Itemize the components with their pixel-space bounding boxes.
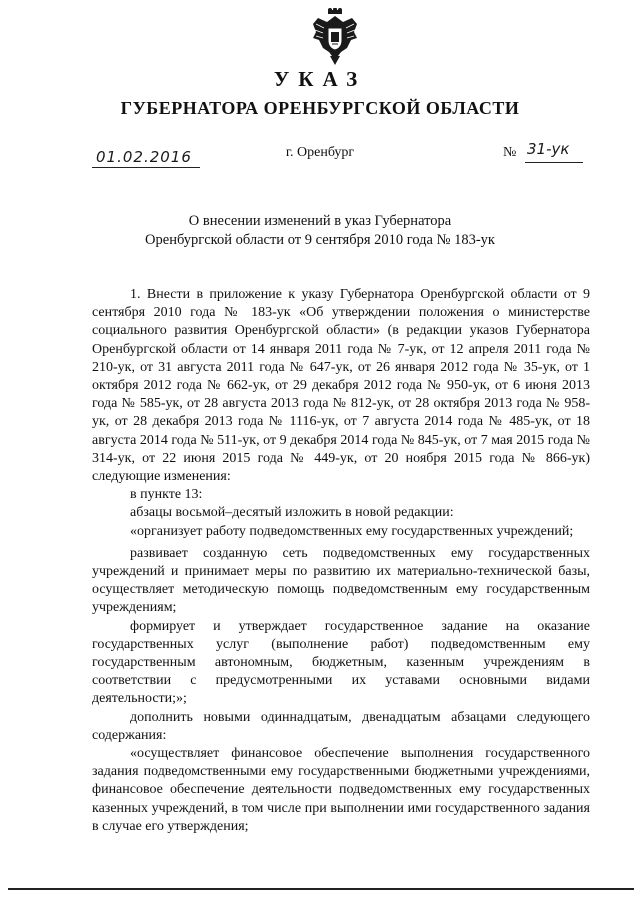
subject-line-2: Оренбургской области от 9 сентября 2010 года № 183-ук xyxy=(145,232,495,248)
coat-of-arms-icon xyxy=(310,8,360,66)
paragraph-3: абзацы восьмой–десятый изложить в новой редакции: xyxy=(130,505,454,521)
issuer-title: ГУБЕРНАТОРА ОРЕНБУРГСКОЙ ОБЛАСТИ xyxy=(120,98,520,118)
number-label: № xyxy=(503,145,517,160)
subject-line-1: О внесении изменений в указ Губернатора xyxy=(188,213,452,229)
city-label: г. Оренбург xyxy=(285,145,355,160)
paragraph-7: дополнить новыми одиннадцатым, двенадцатым абзацами следующего содержания: xyxy=(92,709,590,743)
paragraph-4: «организует работу подведомственных ему государственных учреждений; xyxy=(130,523,574,539)
paragraph-2: в пункте 13: xyxy=(130,487,203,503)
number-underline xyxy=(525,162,583,163)
document-type-title: УКАЗ xyxy=(273,67,367,91)
paragraph-8: «осуществляет финансовое обеспечение выполнения государственного задания подведомственными ему государственными бюджетными учреждениями, финансовое обеспечение деятельности подведомственных ему государственных казенных учреждений, в том числе при выполнении ими государственного задания в случае его утверждения; xyxy=(92,746,590,834)
paragraph-6: формирует и утверждает государственное задание на оказание государственных услуг (выполнение работ) подведомственным ему государственным автономным, бюджетным, казенным учреждениям в соответствии с предусмотренными их уставами основными видами деятельности;»; xyxy=(92,618,590,707)
handwritten-date: 01.02.2016 xyxy=(96,148,192,166)
document-subject xyxy=(0,212,640,250)
handwritten-number: 31-ук xyxy=(527,140,570,158)
date-underline xyxy=(92,167,200,168)
page-bottom-border xyxy=(8,888,634,890)
paragraph-1: 1. Внести в приложение к указу Губернатора Оренбургской области от 9 сентября 2010 года № 183-ук «Об утверждении положения о министерстве социального развития Оренбургской области» (в редакции указов Губернатора Оренбургской области от 14 января 2011 года № 7-ук, от 12 апреля 2011 года № 210-ук, от 31 августа 2011 года № 647-ук, от 26 января 2012 года № 35-ук, от 1 октября 2012 года № 662-ук, от 29 декабря 2012 года № 950-ук, от 6 июня 2013 года № 585-ук, от 28 августа 2013 года № 812-ук, от 28 октября 2013 года № 958-ук, от 28 декабря 2013 года № 1116-ук, от 7 августа 2014 года № 485-ук, от 18 августа 2014 года № 511-ук, от 9 декабря 2014 года № 845-ук, от 7 мая 2015 года № 314-ук, от 22 июня 2015 года № 449-ук, от 20 ноября 2015 года № 866-ук) следующие изменения: xyxy=(92,287,590,485)
paragraph-5: развивает созданную сеть подведомственных ему государственных учреждений и принимает меры по развитию их материально-технической базы, осуществляет методическую помощь подведомственным ему государственным учреждениям; xyxy=(92,545,590,616)
document-body xyxy=(92,286,590,836)
